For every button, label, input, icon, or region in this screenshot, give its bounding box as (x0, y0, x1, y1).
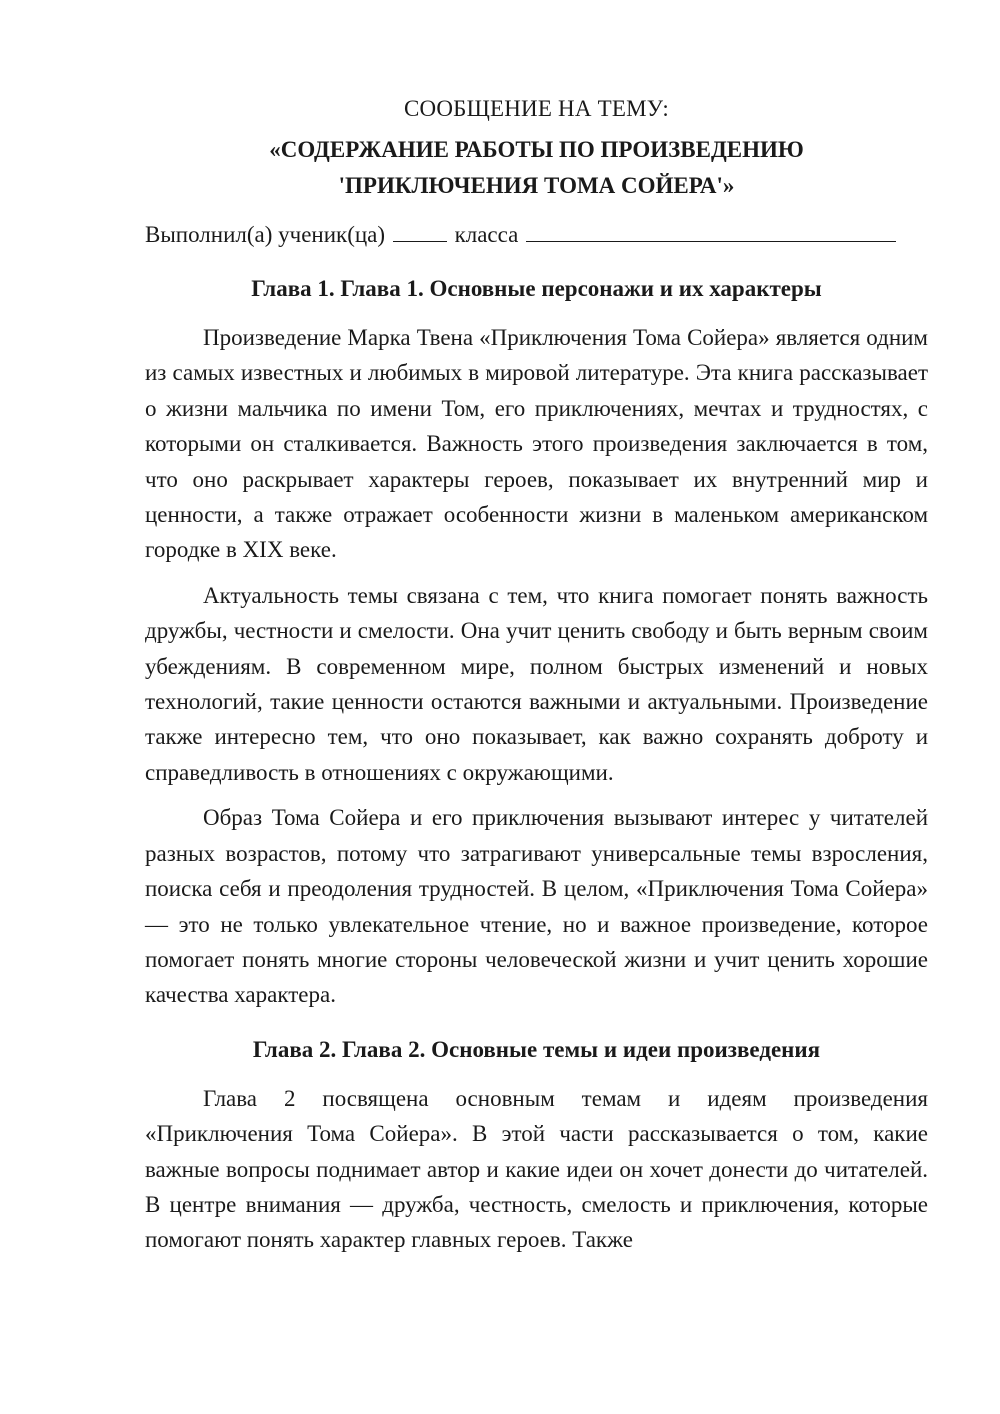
author-middle: класса (454, 222, 519, 247)
chapter-1-paragraph-1: Произведение Марка Твена «Приключения Тома Сойера» является одним из самых известных и любимых в мировой литературе. Эта книга рассказывает о жизни мальчика по имени Том, его приключениях, мечтах и трудностях, с которыми он сталкивается. Важность этого произведения заключается в том, что оно раскрывает характеры героев, показывает их внутренний мир и ценности, а также отражает особенности жизни в маленьком американском городке в XIX веке. (145, 325, 928, 563)
title-line-2: 'ПРИКЛЮЧЕНИЯ ТОМА СОЙЕРА'» (338, 173, 735, 198)
chapter-2-paragraph-1: Глава 2 посвящена основным темам и идеям произведения «Приключения Тома Сойера». В этой части рассказывается о том, какие важные вопросы поднимает автор и какие идеи он хочет донести до читателей. В центре внимания — дружба, честность, смелость и приключения, которые помогают понять характер главных героев. Также (145, 1085, 928, 1253)
chapter-1-paragraph-2: Актуальность темы связана с тем, что книга помогает понять важность дружбы, честности и смелости. Она учит ценить свободу и быть верным своим убеждениям. В современном мире, полном быстрых изменений и новых технологий, такие ценности остаются важными и актуальными. Произведение также интересно тем, что оно показывает, как важно сохранять доброту и справедливость в отношениях с окружающими. (145, 582, 928, 785)
document-caption: СООБЩЕНИЕ НА ТЕМУ: (404, 96, 669, 121)
document-title (145, 132, 928, 204)
chapter-2-heading: Глава 2. Глава 2. Основные темы и идеи произведения (252, 1036, 821, 1062)
chapter-1-heading: Глава 1. Глава 1. Основные персонажи и их характеры (251, 276, 822, 301)
chapter-1-paragraph-3: Образ Тома Сойера и его приключения вызывают интерес у читателей разных возрастов, потому что затрагивают универсальные темы взросления, поиска себя и преодоления трудностей. В целом, «Приключения Тома Сойера» — это не только увлекательное чтение, но и важное произведение, которое помогает понять многие стороны человеческой жизни и учит ценить хорошие качества характера. (145, 805, 928, 1008)
document-page (145, 92, 928, 1268)
student-name-blank (526, 219, 896, 242)
class-number-blank (393, 219, 447, 242)
author-prefix: Выполнил(а) ученик(ца) (145, 222, 386, 247)
title-line-1: «СОДЕРЖАНИЕ РАБОТЫ ПО ПРОИЗВЕДЕНИЮ (269, 137, 804, 162)
author-line (145, 218, 928, 252)
